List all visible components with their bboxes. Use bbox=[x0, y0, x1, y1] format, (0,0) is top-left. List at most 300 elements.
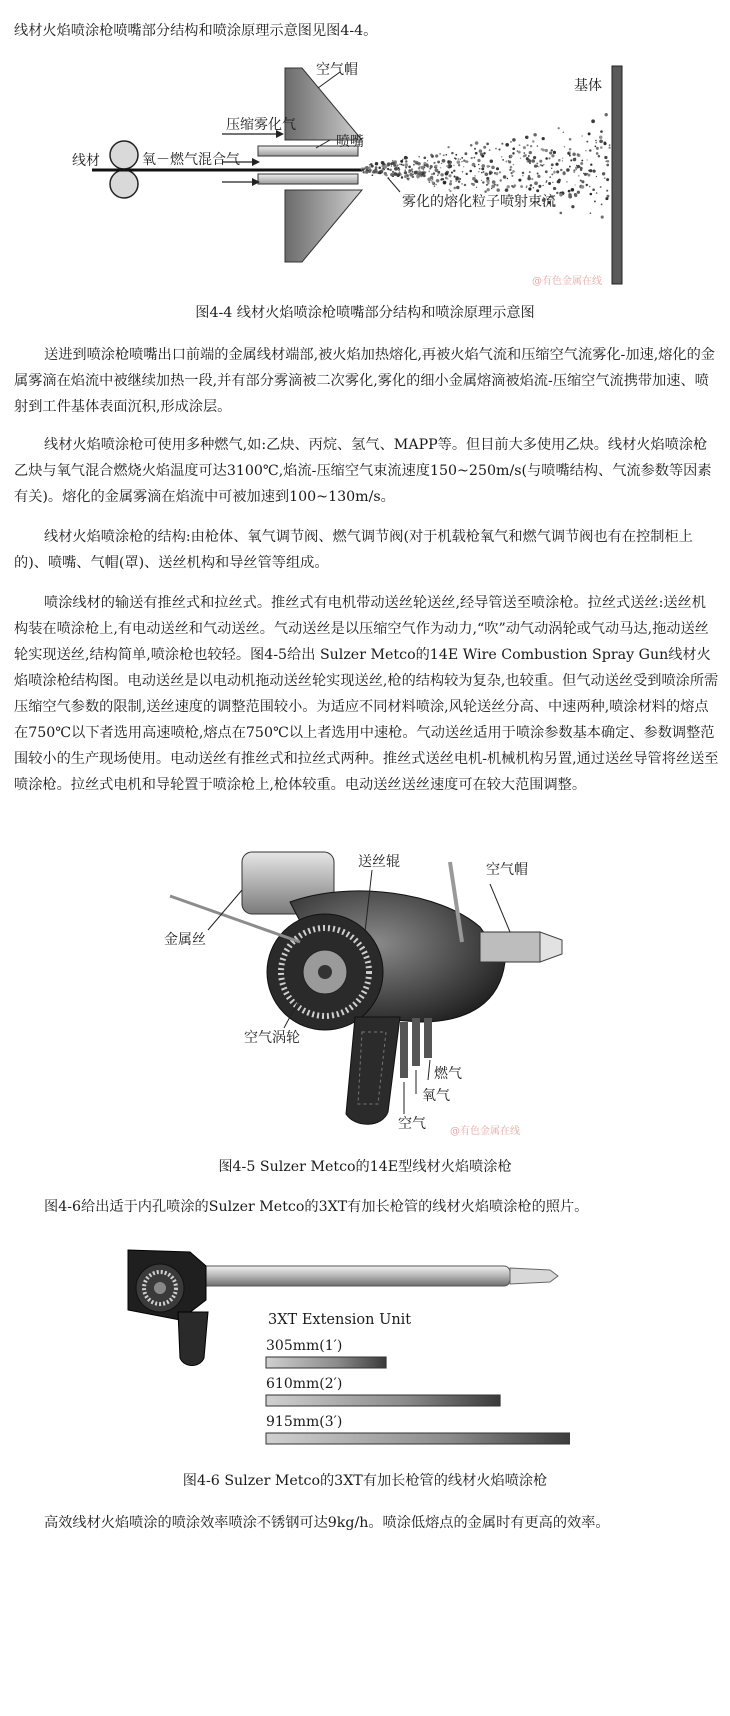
spray-particle bbox=[486, 177, 489, 180]
spray-particle bbox=[368, 170, 371, 173]
spray-particle bbox=[396, 173, 397, 174]
paragraph-3: 线材火焰喷涂枪的结构:由枪体、氧气调节阀、燃气调节阀(对于机载枪氧气和燃气调节阀也有在控制柜上的)、喷嘴、气帽(罩)、送丝机构和导丝管等组成。 bbox=[14, 529, 693, 571]
spray-particle bbox=[537, 175, 540, 178]
spray-particle bbox=[391, 165, 392, 166]
figure-4-5 bbox=[150, 832, 570, 1138]
spray-particle bbox=[551, 149, 553, 151]
spray-particle bbox=[404, 171, 407, 174]
spray-particle bbox=[495, 172, 498, 175]
spray-particle bbox=[440, 173, 443, 176]
spray-particle bbox=[596, 147, 599, 150]
spray-particle bbox=[495, 148, 497, 150]
spray-particle bbox=[573, 171, 575, 173]
spray-particle bbox=[496, 184, 498, 186]
spray-particle bbox=[598, 155, 600, 157]
spray-particle bbox=[487, 165, 490, 168]
spray-particle bbox=[510, 141, 512, 143]
spray-particle bbox=[501, 156, 502, 157]
spray-particle bbox=[596, 192, 597, 193]
spray-particle bbox=[548, 182, 551, 185]
spray-particle bbox=[433, 172, 435, 174]
spray-particle bbox=[604, 156, 607, 159]
spray-particle bbox=[372, 174, 374, 176]
spray-particle bbox=[520, 158, 521, 159]
spray-particle bbox=[461, 183, 462, 184]
spray-particle bbox=[407, 157, 409, 159]
air-cap-lower bbox=[285, 190, 362, 262]
spray-particle bbox=[397, 164, 399, 166]
spray-particle bbox=[460, 159, 461, 160]
spray-particle bbox=[551, 173, 553, 175]
spray-particle bbox=[580, 169, 583, 172]
spray-particle bbox=[470, 144, 473, 147]
figure-4-4 bbox=[70, 60, 640, 290]
spray-particle bbox=[499, 171, 501, 173]
spray-particle bbox=[477, 159, 480, 162]
spray-particle bbox=[589, 186, 591, 188]
spray-particle bbox=[595, 142, 597, 144]
spray-particle bbox=[548, 157, 550, 159]
spray-particle bbox=[405, 170, 406, 171]
spray-particle bbox=[552, 182, 553, 183]
spray-particle bbox=[556, 170, 559, 173]
spray-particle bbox=[437, 161, 439, 163]
spray-particle bbox=[594, 200, 596, 202]
spray-particle bbox=[532, 140, 534, 142]
spray-particle bbox=[501, 143, 503, 145]
spray-particle bbox=[513, 164, 515, 166]
spray-particle bbox=[451, 152, 453, 154]
spray-particle bbox=[427, 160, 428, 161]
extension-bar bbox=[266, 1395, 500, 1406]
spray-particle bbox=[475, 141, 479, 145]
spray-particle bbox=[405, 166, 407, 168]
spray-particle bbox=[442, 159, 446, 163]
spray-particle bbox=[549, 176, 551, 178]
spray-particle bbox=[458, 158, 460, 160]
spray-particle bbox=[512, 152, 514, 154]
spray-particle bbox=[575, 184, 576, 185]
spray-particle bbox=[577, 165, 580, 168]
spray-particle bbox=[453, 187, 456, 190]
spray-particle bbox=[523, 155, 526, 158]
spray-particle bbox=[463, 166, 464, 167]
spray-particle bbox=[595, 146, 597, 148]
spray-particle bbox=[590, 212, 592, 214]
spray-particle bbox=[589, 193, 592, 196]
spray-particle bbox=[520, 185, 523, 188]
spray-particle bbox=[540, 164, 542, 166]
spray-particle bbox=[431, 173, 433, 175]
spray-particle bbox=[387, 177, 389, 179]
spray-particle bbox=[538, 166, 539, 167]
spray-particle bbox=[449, 182, 452, 185]
figure-4-6-intro: 图4-6给出适于内孔喷涂的Sulzer Metco的3XT有加长枪管的线材火焰喷涂枪的照片。 bbox=[44, 1199, 589, 1215]
extension-gun-photo bbox=[120, 1240, 570, 1456]
spray-particle bbox=[365, 166, 369, 170]
spray-particle bbox=[383, 163, 385, 165]
spray-particle bbox=[505, 188, 509, 192]
spray-particle bbox=[511, 175, 513, 177]
spray-particle bbox=[408, 165, 411, 168]
spray-particle bbox=[581, 180, 584, 183]
spray-particle bbox=[580, 162, 583, 165]
spray-particle bbox=[530, 184, 533, 187]
spray-particle bbox=[483, 171, 485, 173]
spray-particle bbox=[372, 170, 376, 174]
spray-particle bbox=[537, 173, 539, 175]
substrate-plate bbox=[612, 66, 622, 284]
spray-particle bbox=[546, 180, 548, 182]
spray-particle bbox=[451, 172, 453, 174]
spray-particle bbox=[531, 178, 533, 180]
spray-particle bbox=[481, 155, 484, 158]
spray-particle bbox=[578, 175, 579, 176]
spray-particle bbox=[528, 175, 530, 177]
spray-particle bbox=[523, 152, 525, 154]
spray-particle bbox=[533, 187, 534, 188]
spray-particle bbox=[402, 164, 404, 166]
spray-particle bbox=[419, 171, 422, 174]
label-nozzle: 喷嘴 bbox=[336, 134, 364, 150]
spray-particle bbox=[474, 157, 476, 159]
label-air-turbine: 空气涡轮 bbox=[244, 1030, 300, 1046]
spray-particle bbox=[575, 158, 576, 159]
roller-lower bbox=[110, 170, 138, 198]
spray-gun-illustration bbox=[150, 832, 570, 1138]
paragraph-1: 送进到喷涂枪喷嘴出口前端的金属线材端部,被火焰加热熔化,再被火焰气流和压缩空气流雾化-加速,熔化的金属雾滴在焰流中被继续加热一段,并有部分雾滴被二次雾化,雾化的细小金属熔滴被焰流-压缩空气流携带加速、喷射到工件基体表面沉积,形成涂层。 bbox=[14, 347, 715, 415]
spray-particle bbox=[505, 143, 509, 147]
spray-particle bbox=[543, 164, 545, 166]
spray-particle bbox=[492, 180, 496, 184]
spray-particle bbox=[483, 152, 485, 154]
spray-particle bbox=[562, 160, 563, 161]
spray-particle bbox=[479, 149, 482, 152]
figure-4-6 bbox=[120, 1240, 570, 1456]
spray-particle bbox=[489, 149, 491, 151]
spray-particle bbox=[511, 185, 513, 187]
spray-particle bbox=[551, 163, 554, 166]
spray-particle bbox=[453, 170, 455, 172]
label-spray-stream: 雾化的熔化粒子喷射束流 bbox=[402, 194, 556, 210]
spray-particle bbox=[478, 164, 480, 166]
spray-particle bbox=[475, 152, 478, 155]
spray-particle bbox=[537, 145, 539, 147]
spray-particle bbox=[559, 193, 563, 197]
label-metal-wire: 金属丝 bbox=[164, 932, 206, 948]
spray-particle bbox=[489, 172, 492, 175]
spray-particle bbox=[555, 163, 558, 166]
watermark: @有色金属在线 bbox=[532, 276, 602, 287]
spray-particle bbox=[439, 153, 441, 155]
spray-particle bbox=[416, 174, 420, 178]
spray-particle bbox=[507, 185, 510, 188]
spray-particle bbox=[445, 177, 448, 180]
spray-particle bbox=[498, 148, 500, 150]
spray-particle bbox=[558, 127, 560, 129]
spray-particle bbox=[490, 160, 493, 163]
spray-particle bbox=[423, 164, 425, 166]
paragraph-4: 喷涂线材的输送有推丝式和拉丝式。推丝式有电机带动送丝轮送丝,经导管送至喷涂枪。拉丝式送丝:送丝机构装在喷涂枪上,有电动送丝和气动送丝。气动送丝是以压缩空气作为动力,“吹”动气动涡轮或气动马达,拖动送丝轮实现送丝,结构简单,喷涂枪也较轻。图4-5给出 Sulzer Metco的14E Wire Combustion Spray Gun线材火焰喷涂枪结构图。电动送丝是以电动机拖动送丝轮实现送丝,枪的结构较为复杂,也较重。但气动送丝受到喷涂所需压缩空气参数的限制,送丝速度的调整范围较小。为适应不同材料喷涂,风轮送丝分高、中速两种,喷涂材料的熔点在750℃以下者选用高速喷枪,熔点在750℃以上者选用中速枪。气动送丝适用于喷涂参数基本确定、参数调整范围较小的生产现场使用。电动送丝有推丝式和拉丝式两种。推丝式送丝电机-机械机构另置,通过送丝导管将丝送至喷涂枪。拉丝式电机和导轮置于喷涂枪上,枪体较重。电动送丝送丝速度可在较大范围调整。 bbox=[14, 595, 719, 793]
spray-particle bbox=[457, 160, 461, 164]
roller-upper bbox=[110, 141, 138, 169]
air-cap-upper bbox=[285, 68, 362, 140]
spray-particle bbox=[601, 216, 604, 219]
label-gas-mix: 氧－燃气混合气 bbox=[142, 152, 240, 168]
spray-particle bbox=[518, 151, 521, 154]
spray-particle bbox=[446, 165, 448, 167]
spray-particle bbox=[518, 179, 521, 182]
spray-particle bbox=[429, 181, 431, 183]
spray-particle bbox=[408, 177, 410, 179]
spray-particle bbox=[469, 170, 472, 173]
spray-particle bbox=[570, 159, 572, 161]
spray-particle bbox=[491, 166, 495, 170]
spray-particle bbox=[606, 164, 609, 167]
figure-4-5-caption: 图4-5 Sulzer Metco的14E型线材火焰喷涂枪 bbox=[218, 1159, 512, 1175]
spray-particle bbox=[568, 190, 571, 193]
spray-particle bbox=[545, 170, 548, 173]
spray-particle bbox=[379, 170, 381, 172]
spray-particle bbox=[432, 181, 435, 184]
spray-particle bbox=[593, 170, 596, 173]
spray-particle bbox=[443, 181, 447, 185]
spray-particle bbox=[404, 175, 407, 178]
spray-principle-diagram bbox=[70, 60, 640, 290]
figure-4-4-caption: 图4-4 线材火焰喷涂枪喷嘴部分结构和喷涂原理示意图 bbox=[195, 305, 535, 321]
spray-particle bbox=[478, 171, 479, 172]
extension-bar-label: 915mm(3′) bbox=[266, 1414, 343, 1430]
intro-text: 线材火焰喷涂枪喷嘴部分结构和喷涂原理示意图见图4-4。 bbox=[14, 23, 378, 39]
spray-particle bbox=[568, 195, 572, 199]
spray-particle bbox=[599, 136, 603, 140]
spray-particle bbox=[571, 188, 575, 192]
spray-particle bbox=[560, 169, 562, 171]
spray-particle bbox=[433, 162, 435, 164]
spray-particle bbox=[595, 140, 596, 141]
spray-particle bbox=[557, 180, 561, 184]
spray-particle bbox=[562, 158, 563, 159]
spray-particle bbox=[539, 160, 542, 163]
spray-particle bbox=[589, 169, 592, 172]
label-wire: 线材 bbox=[72, 153, 100, 169]
spray-particle bbox=[536, 163, 538, 165]
spray-particle bbox=[481, 164, 485, 168]
spray-particle bbox=[437, 174, 438, 175]
spray-particle bbox=[586, 173, 588, 175]
spray-particle bbox=[455, 180, 457, 182]
spray-particle bbox=[569, 155, 571, 157]
spray-particle bbox=[551, 168, 552, 169]
spray-particle bbox=[585, 150, 586, 151]
closing-text: 高效线材火焰喷涂的喷涂效率喷涂不锈钢可达9kg/h。喷涂低熔点的金属时有更高的效率。 bbox=[44, 1515, 610, 1531]
spray-particle bbox=[542, 185, 543, 186]
spray-particle bbox=[454, 176, 456, 178]
spray-particle bbox=[471, 157, 473, 159]
spray-particle bbox=[605, 160, 607, 162]
spray-particle bbox=[586, 184, 588, 186]
spray-particle bbox=[418, 167, 421, 170]
spray-particle bbox=[484, 191, 486, 193]
spray-particle bbox=[510, 166, 513, 169]
spray-particle bbox=[455, 154, 457, 156]
watermark-45: @有色金属在线 bbox=[450, 1126, 520, 1137]
spray-particle bbox=[569, 138, 572, 141]
spray-particle bbox=[405, 160, 407, 162]
spray-particle bbox=[431, 180, 433, 182]
spray-particle bbox=[553, 187, 556, 190]
spray-particle bbox=[481, 172, 482, 173]
spray-particle bbox=[434, 185, 435, 186]
spray-particle bbox=[526, 187, 528, 189]
spray-particle bbox=[481, 167, 484, 170]
spray-particle bbox=[574, 194, 577, 197]
spray-particle bbox=[534, 181, 538, 185]
spray-particle bbox=[479, 168, 481, 170]
spray-particle bbox=[441, 178, 443, 180]
spray-particle bbox=[590, 164, 592, 166]
spray-particle bbox=[603, 142, 606, 145]
spray-particle bbox=[553, 151, 556, 154]
spray-particle bbox=[435, 184, 437, 186]
spray-particle bbox=[571, 205, 574, 208]
spray-particle bbox=[387, 169, 388, 170]
extension-bar bbox=[266, 1433, 570, 1444]
spray-particle bbox=[474, 148, 476, 150]
spray-particle bbox=[600, 186, 602, 188]
spray-particle bbox=[533, 156, 536, 159]
spray-particle bbox=[530, 145, 532, 147]
spray-particle bbox=[394, 167, 398, 171]
spray-particle bbox=[564, 146, 565, 147]
extension-bar-label: 305mm(1′) bbox=[266, 1338, 343, 1354]
spray-particle bbox=[576, 169, 577, 170]
extension-bar bbox=[266, 1357, 386, 1368]
spray-particle bbox=[559, 159, 560, 160]
spray-particle bbox=[450, 180, 452, 182]
spray-particle bbox=[559, 212, 562, 215]
spray-particle bbox=[418, 156, 420, 158]
spray-particle bbox=[487, 188, 490, 191]
spray-particle bbox=[440, 167, 441, 168]
label-feed-roller: 送丝辊 bbox=[358, 854, 400, 870]
extension-bars bbox=[266, 1338, 570, 1444]
spray-particle bbox=[408, 171, 410, 173]
spray-particle bbox=[541, 148, 543, 150]
spray-particle bbox=[447, 146, 449, 148]
spray-particle bbox=[453, 165, 454, 166]
spray-particle bbox=[438, 173, 439, 174]
spray-particle bbox=[458, 180, 461, 183]
spray-particle bbox=[491, 188, 492, 189]
spray-particle bbox=[459, 178, 461, 180]
gun-handle bbox=[346, 1017, 400, 1124]
spray-particle bbox=[485, 173, 489, 177]
spray-particle bbox=[448, 174, 451, 177]
spray-particle bbox=[481, 180, 482, 181]
label-air-cap: 空气帽 bbox=[316, 62, 358, 78]
spray-particle bbox=[389, 169, 392, 172]
spray-particle bbox=[600, 146, 603, 149]
spray-particle bbox=[581, 135, 583, 137]
spray-particle bbox=[566, 181, 567, 182]
label-fuel-gas: 燃气 bbox=[434, 1066, 462, 1082]
spray-particle bbox=[430, 176, 434, 180]
spray-particle bbox=[528, 187, 531, 190]
spray-particle bbox=[449, 164, 452, 167]
spray-particle bbox=[397, 173, 400, 176]
spray-particle bbox=[462, 171, 464, 173]
spray-particle bbox=[458, 164, 460, 166]
spray-particle bbox=[429, 168, 431, 170]
spray-particle bbox=[606, 178, 609, 181]
spray-particle bbox=[466, 160, 468, 162]
spray-particle bbox=[502, 159, 504, 161]
spray-particle bbox=[507, 178, 508, 179]
spray-particle bbox=[523, 146, 526, 149]
spray-particle bbox=[528, 155, 530, 157]
spray-particle bbox=[553, 171, 556, 174]
spray-particle bbox=[436, 179, 440, 183]
spray-particle bbox=[609, 144, 611, 146]
spray-particle bbox=[511, 172, 513, 174]
spray-particle bbox=[536, 189, 539, 192]
extension-tube bbox=[200, 1266, 510, 1286]
spray-particle bbox=[399, 164, 400, 165]
spray-particle bbox=[398, 169, 400, 171]
spray-particle bbox=[364, 171, 366, 173]
label-compressed-air: 压缩雾化气 bbox=[226, 117, 296, 133]
spray-particle bbox=[378, 167, 381, 170]
spray-particle bbox=[435, 168, 439, 172]
spray-particle bbox=[596, 152, 599, 155]
label-air-cap-45: 空气帽 bbox=[486, 862, 528, 878]
spray-particle bbox=[371, 165, 374, 168]
spray-particle bbox=[447, 160, 450, 163]
spray-particle bbox=[569, 148, 572, 151]
spray-particle bbox=[592, 188, 595, 191]
spray-particle bbox=[435, 154, 438, 157]
spray-particle bbox=[577, 153, 580, 156]
spray-particle bbox=[529, 151, 532, 154]
spray-particle bbox=[576, 165, 577, 166]
spray-particle bbox=[448, 189, 449, 190]
spray-particle bbox=[455, 177, 459, 181]
spray-particle bbox=[526, 136, 528, 138]
spray-particle bbox=[401, 164, 403, 166]
spray-particle bbox=[545, 157, 548, 160]
spray-particle bbox=[384, 169, 385, 170]
spray-particle bbox=[604, 177, 606, 179]
spray-particle bbox=[569, 151, 571, 153]
spray-particle bbox=[383, 168, 384, 169]
nozzle-front bbox=[480, 932, 540, 962]
spray-particle bbox=[577, 191, 580, 194]
spray-particle bbox=[581, 185, 585, 189]
spray-particle bbox=[476, 180, 479, 183]
spray-particle bbox=[421, 166, 425, 170]
spray-particle bbox=[404, 163, 408, 167]
spray-particle bbox=[461, 161, 462, 162]
figure-4-6-caption: 图4-6 Sulzer Metco的3XT有加长枪管的线材火焰喷涂枪 bbox=[182, 1473, 548, 1489]
spray-particle bbox=[529, 162, 531, 164]
spray-particle bbox=[413, 160, 416, 163]
spray-particle bbox=[512, 138, 516, 142]
spray-particle bbox=[529, 171, 531, 173]
spray-particle bbox=[456, 186, 459, 189]
extension-unit-title: 3XT Extension Unit bbox=[268, 1312, 412, 1328]
nozzle-lower bbox=[258, 174, 358, 184]
